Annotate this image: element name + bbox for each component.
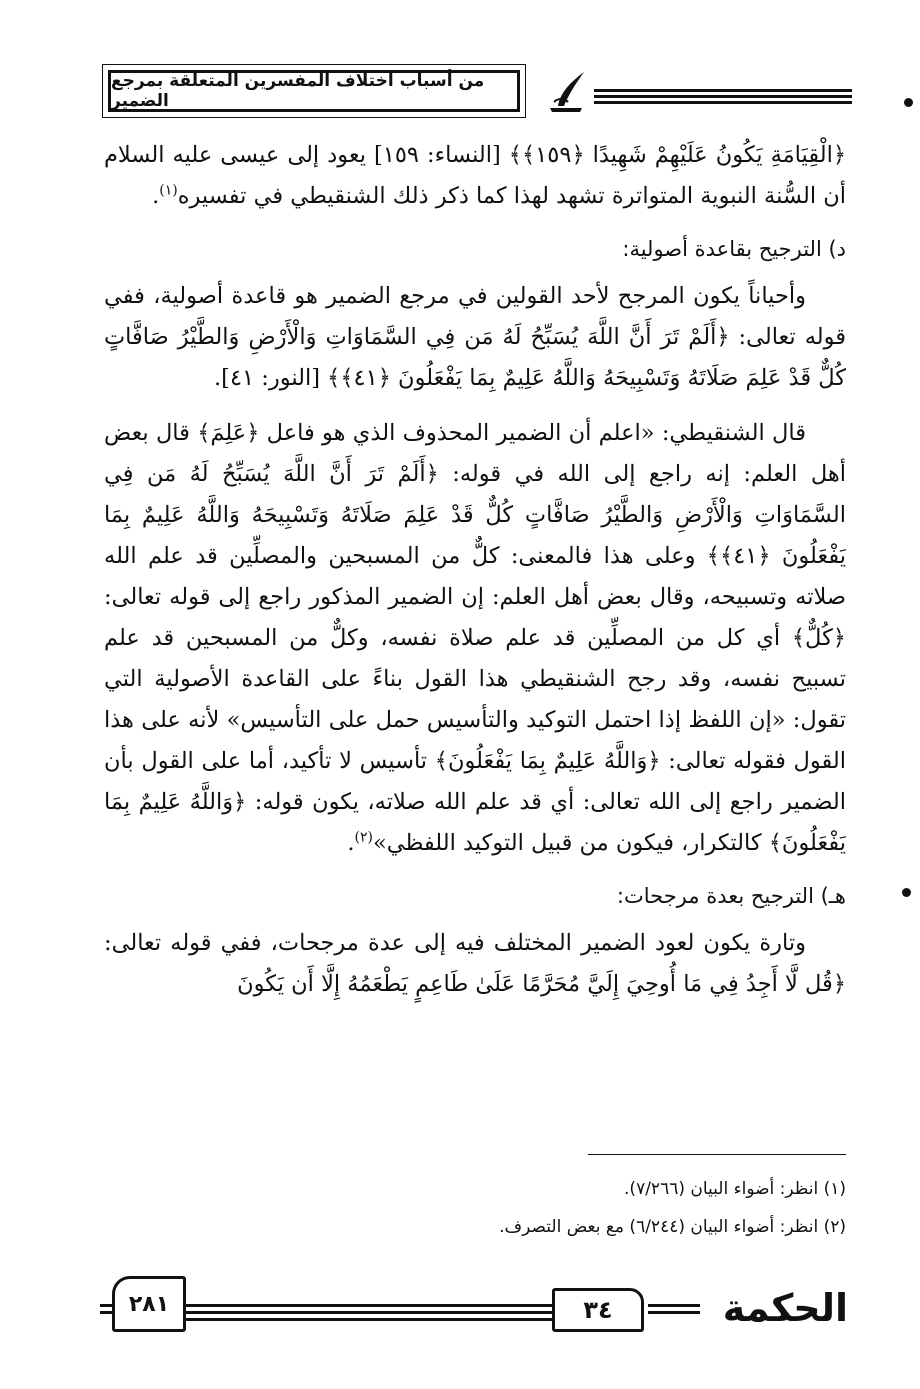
paragraph-text: ﴿الْقِيَامَةِ يَكُونُ عَلَيْهِمْ شَهِيدًا ﴿١٥٩﴾﴾ [النساء: ١٥٩] يعود إلى عيسى عليه السلام أن السُّنة النبوية المتواترة تشهد لهذا كما ذكر ذلك الشنقيطي في تفسيره [104, 142, 847, 209]
footer-rule [100, 1304, 112, 1318]
bullet-dot-icon [904, 98, 913, 107]
footnotes [104, 1170, 846, 1246]
footnote-separator [588, 1154, 846, 1155]
paragraph [104, 413, 846, 864]
footer-rule [186, 1304, 552, 1325]
paragraph: وتارة يكون لعود الضمير المختلف فيه إلى عدة مرجحات، ففي قوله تعالى: ﴿قُل لَّا أَجِدُ فِي مَا أُوحِيَ إِلَيَّ مُحَرَّمًا عَلَىٰ طَاعِمٍ يَطْعَمُهُ إِلَّا أَن يَكُونَ [104, 930, 846, 997]
footnote-ref: (٢) [354, 829, 373, 846]
paragraph: وأحياناً يكون المرجح لأحد القولين في مرجع الضمير هو قاعدة أصولية، ففي قوله تعالى: ﴿أَلَمْ تَرَ أَنَّ اللَّهَ يُسَبِّحُ لَهُ مَن فِي السَّمَاوَاتِ وَالْأَرْضِ وَالطَّيْرُ صَافَّاتٍ كُلٌّ قَدْ عَلِمَ صَلَاتَهُ وَتَسْبِيحَهُ وَاللَّهُ عَلِيمٌ بِمَا يَفْعَلُونَ ﴿٤١﴾﴾ [النور: ٤١]. [104, 283, 846, 391]
footnote-ref: (١) [159, 182, 178, 199]
footnote: (١) انظر: أضواء البيان (٧/٢٦٦). [624, 1179, 846, 1199]
header-title: من أسباب اختلاف المفسرين المتعلقة بمرجع الضمير [108, 70, 520, 112]
running-header [100, 62, 852, 122]
journal-logo: الحكمة [722, 1286, 848, 1330]
footer-rule [648, 1304, 700, 1318]
paragraph-text: قال الشنقيطي: «اعلم أن الضمير المحذوف الذي هو فاعل ﴿عَلِمَ﴾ قال بعض أهل العلم: إنه راجع إلى الله في قوله: ﴿أَلَمْ تَرَ أَنَّ اللَّهَ يُسَبِّحُ لَهُ مَن فِي السَّمَاوَاتِ وَالْأَرْضِ وَالطَّيْرُ صَافَّاتٍ كُلٌّ قَدْ عَلِمَ صَلَاتَهُ وَتَسْبِيحَهُ وَاللَّهُ عَلِيمٌ بِمَا يَفْعَلُونَ ﴿٤١﴾﴾ وعلى هذا فالمعنى: كلٌّ من المسبحين والمصلِّين قد علم الله صلاته وتسبيحه، وقال بعض أهل العلم: إن الضمير المذكور راجع إلى قوله تعالى: ﴿كُلٌّ﴾ أي كل من المصلِّين قد علم صلاة نفسه، وكلٌّ من المسبحين قد علم تسبيح نفسه، وقد رجح الشنقيطي هذا القول بناءً على القاعدة الأصولية التي تقول: «إن اللفظ إذا احتمل التوكيد والتأسيس حمل على التأسيس» لأنه على هذا القول فقوله تعالى: ﴿وَاللَّهُ عَلِيمٌ بِمَا يَفْعَلُونَ﴾ تأسيس لا تأكيد، أما على القول بأن الضمير راجع إلى الله تعالى: أي قد علم الله صلاته، يكون قوله: ﴿وَاللَّهُ عَلِيمٌ بِمَا يَفْعَلُونَ﴾ كالتكرار، فيكون من قبيل التوكيد اللفظي» [104, 420, 847, 856]
header-rule [594, 89, 852, 107]
section-heading: د) الترجيح بقاعدة أصولية: [622, 237, 846, 261]
section-heading: هـ) الترجيح بعدة مرجحات: [616, 884, 846, 908]
footnote: (٢) انظر: أضواء البيان (٦/٢٤٤) مع بعض التصرف. [499, 1217, 846, 1237]
page-number: ٢٨١ [112, 1276, 186, 1332]
paragraph-end: . [152, 183, 160, 209]
page-footer [100, 1276, 852, 1346]
pen-inkwell-icon [544, 68, 588, 114]
bullet-dot-icon [902, 888, 911, 897]
paragraph-end: . [347, 830, 355, 856]
issue-number: ٣٤ [552, 1288, 644, 1332]
paragraph [104, 135, 846, 217]
main-text [104, 135, 846, 1005]
